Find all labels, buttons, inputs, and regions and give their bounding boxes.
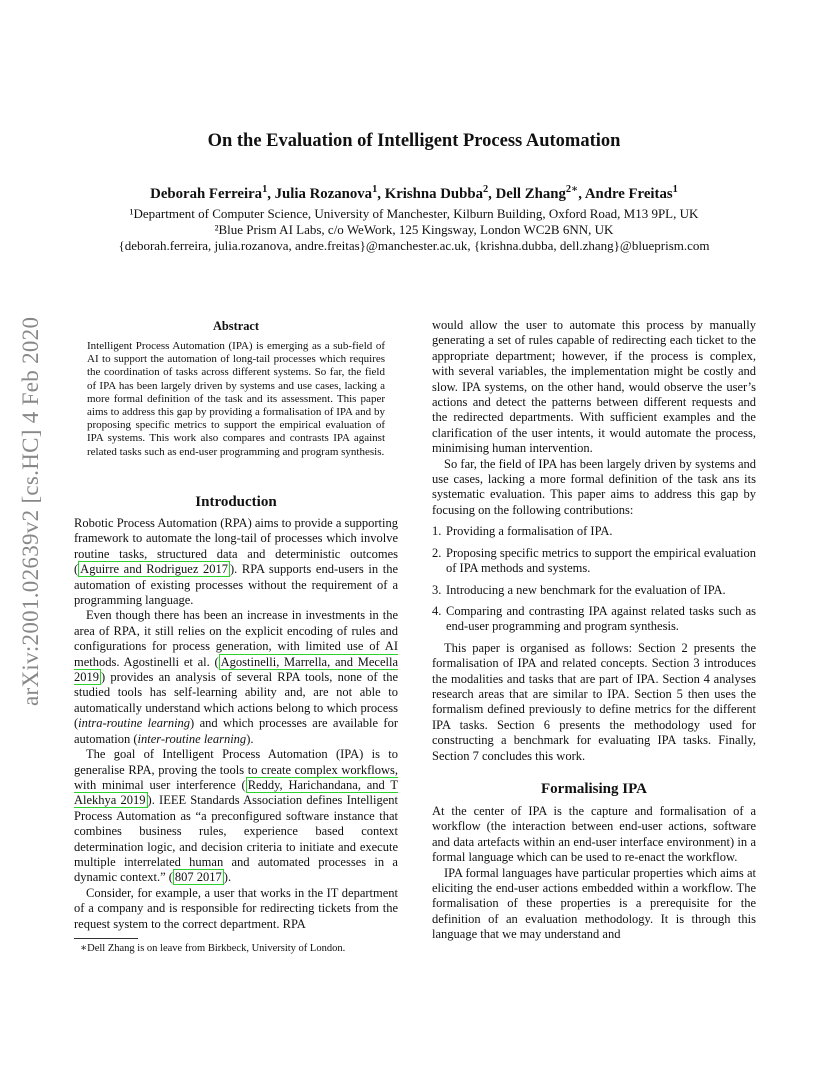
- author-name: Dell Zhang: [495, 186, 566, 202]
- list-number: 1.: [432, 524, 442, 539]
- abstract-text: Intelligent Process Automation (IPA) is emerging as a sub-field of AI to support the automation of long-tail processes which requires the coordination of tasks across different systems. So far, the field of IPA has been largely driven by systems and use cases, lacking a more formal definition of the task and its assessment. This paper aims to address this gap by providing a formalisation of IPA and by proposing specific metrics to support the empirical evaluation of IPA systems. This work also compares and contrasts IPA against related tasks such as end-user programming and program synthesis.: [87, 340, 385, 458]
- list-text: Introducing a new benchmark for the evaluation of IPA.: [446, 582, 726, 597]
- list-text: Providing a formalisation of IPA.: [446, 524, 613, 539]
- paragraph: [74, 608, 398, 747]
- affiliation-2: ²Blue Prism AI Labs, c/o WeWork, 125 Kingsway, London WC2B 6NN, UK: [214, 222, 614, 237]
- list-number: 2.: [432, 545, 442, 560]
- paragraph: [74, 747, 398, 886]
- right-column-body: [432, 318, 756, 764]
- paragraph: Consider, for example, a user that works in the IT department of a company and is responsible for redirecting tickets from the request system to the correct department. RPA: [74, 885, 398, 931]
- author-name: Deborah Ferreira: [150, 186, 263, 202]
- footnote: ∗Dell Zhang is on leave from Birkbeck, University of London.: [80, 943, 346, 954]
- author-emails: {deborah.ferreira, julia.rozanova, andre.freitas}@manchester.ac.uk, {krishna.dubba, dell.zhang}@blueprism.com: [118, 238, 710, 253]
- author-list: Deborah Ferreira$^1$, Julia Rozanova$^1$, Krishna Dubba$^2$, Dell Zhang$^{2∗}$, Andre Freitas$^1$: [150, 184, 678, 202]
- citation-link[interactable]: Agostinelli, Marrella, and Mecella 2019: [74, 654, 398, 685]
- footnote-rule: [74, 938, 138, 939]
- author-mark: 1: [372, 184, 378, 196]
- author-mark: 2: [482, 184, 489, 196]
- emphasis: inter-routine learning: [137, 731, 247, 746]
- introduction-body: [74, 516, 398, 932]
- paragraph: [74, 516, 398, 608]
- text-run: ).: [223, 870, 232, 885]
- text-run: Even though there has been an increase in investments in the area of RPA, it still relies on the explicit encoding of rules and configurations for process generation, with limited use of AI methods. Agostinelli et al. (: [74, 608, 398, 669]
- paragraph: At the center of IPA is the capture and formalisation of a workflow (the interaction between end-user actions, software and data artefacts within an end-user interface environment) in a formal language which can be used to re-enact the workflow.: [432, 804, 756, 865]
- emphasis: intra-routine learning: [78, 716, 191, 731]
- author-mark: 2∗: [565, 184, 579, 196]
- affiliation-1: ¹Department of Computer Science, University of Manchester, Kilburn Building, Oxford Road, M13 9PL, UK: [129, 206, 699, 221]
- arxiv-stamp: arXiv:2001.02639v2 [cs.HC] 4 Feb 2020: [18, 316, 43, 706]
- text-run: ) and which processes are available for automation (: [74, 716, 398, 746]
- formalising-body: [432, 804, 756, 943]
- text-run: ).: [246, 731, 254, 746]
- paper-title: On the Evaluation of Intelligent Process Automation: [207, 131, 621, 151]
- list-item: [432, 583, 756, 598]
- citation-link[interactable]: Reddy, Harichandana, and T Alekhya 2019: [74, 777, 398, 808]
- citation-link[interactable]: Aguirre and Rodriguez 2017: [80, 562, 228, 577]
- list-text: Comparing and contrasting IPA against related tasks such as end-user programming and program synthesis.: [446, 603, 756, 634]
- author-name: Krishna Dubba: [384, 186, 483, 202]
- citation-link[interactable]: 807 2017: [174, 870, 222, 885]
- paragraph: would allow the user to automate this process by manually generating a set of rules capable of redirecting each ticket to the appropriate department; however, if the process is complex, with several variables, the implementation might be costly and slow. IPA systems, on the other hand, would observe the user’s actions and detect the patterns between different requests and the redirected departments. With sufficient examples and the clarification of the user intents, it would automate the process, minimising human intervention.: [432, 318, 756, 456]
- list-item: [432, 546, 756, 577]
- text-run: Robotic Process Automation (RPA) aims to provide a supporting framework to automate the long-tail of processes which involve routine tasks, structured data and deterministic outcomes (: [74, 516, 398, 577]
- section-heading-introduction: Introduction: [195, 494, 277, 510]
- paragraph: So far, the field of IPA has been largely driven by systems and use cases, lacking a more formal definition of the task ans its systematic evaluation. This paper aims to address this gap by focusing on the following contributions:: [432, 456, 756, 517]
- author-name: Julia Rozanova: [274, 186, 373, 202]
- text-run: ). IEEE Standards Association defines Intelligent Process Automation as “a preconfigured software instance that combines business rules, experience based context determination logic, and decision criteria to initiate and execute multiple interrelated human and automated processes in a dynamic context.” (: [74, 793, 398, 885]
- paragraph: IPA formal languages have particular properties which aims at eliciting the end-user actions embedded within a workflow. The formalisation of these properties is a prerequisite for the definition of an evaluation methodology. It is through this language that we may understand and: [432, 865, 756, 942]
- paragraph: This paper is organised as follows: Section 2 presents the formalisation of IPA and related concepts. Section 3 introduces the modalities and tasks that are part of IPA. Section 4 analyses research areas that are similar to IPA. Section 5 then uses the formalism defined previously to define metrics for the different IPA tasks. Section 6 presents the methodology used for constructing a benchmark for evaluating IPA tasks. Finally, Section 7 concludes this work.: [432, 640, 756, 763]
- list-text: Proposing specific metrics to support the empirical evaluation of IPA methods and systems.: [446, 545, 756, 576]
- list-number: 4.: [432, 603, 442, 618]
- author-name: Andre Freitas: [584, 186, 673, 202]
- text-run: ). RPA supports end-users in the automation of existing processes without the requirement of a programming language.: [74, 562, 398, 608]
- author-mark: 1: [262, 184, 268, 196]
- author-mark: 1: [672, 184, 678, 196]
- contribution-list: [432, 524, 756, 634]
- list-number: 3.: [432, 582, 442, 597]
- section-heading-formalising-ipa: Formalising IPA: [541, 781, 647, 797]
- text-run: ) provides an analysis of several RPA tools, none of the studied tools has self-learning ability and, are not able to automatically understand which actions belong to which process (: [74, 670, 398, 731]
- abstract-heading: Abstract: [212, 319, 260, 333]
- text-run: The goal of Intelligent Process Automation (IPA) is to generalise RPA, proving the tools to create complex workflows, with minimal user interference (: [74, 747, 398, 792]
- list-item: [432, 604, 756, 635]
- list-item: [432, 524, 756, 539]
